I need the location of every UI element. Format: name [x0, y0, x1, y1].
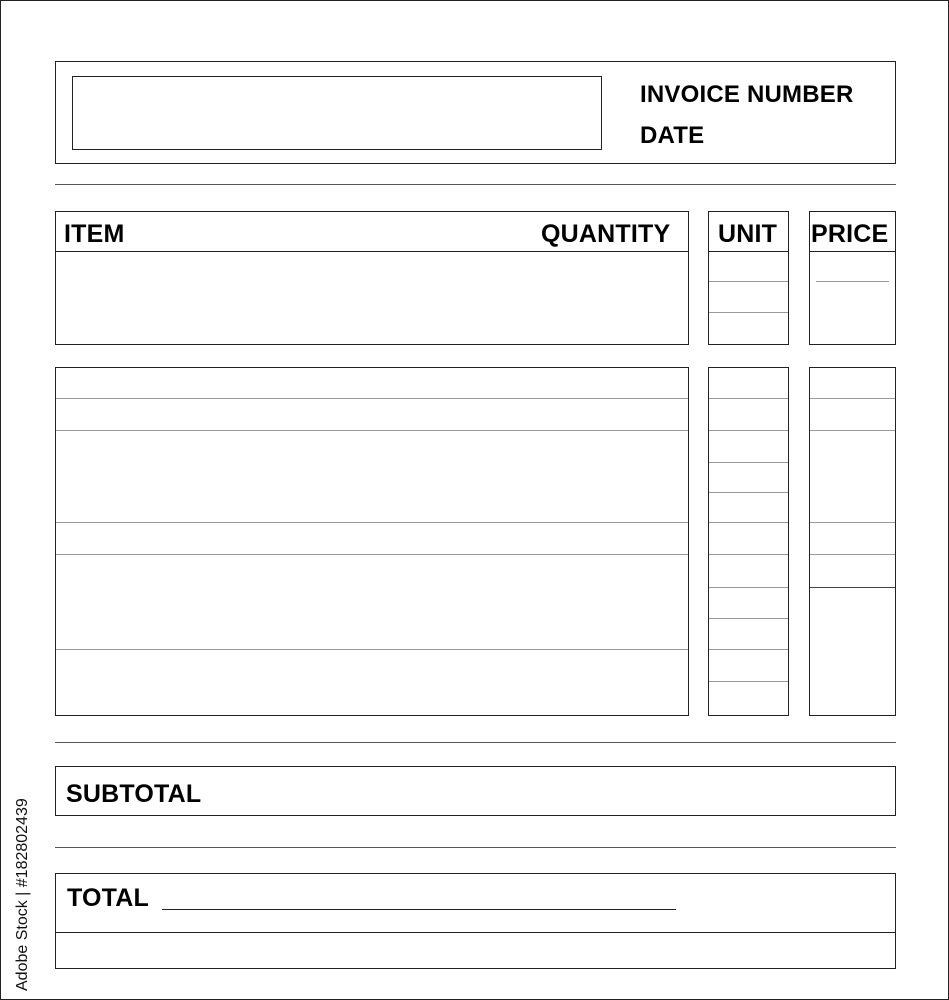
divider [55, 742, 896, 743]
item-row-line [56, 649, 688, 650]
price-header-divider [810, 251, 895, 252]
stock-watermark [11, 751, 33, 991]
subtotal-label: SUBTOTAL [66, 780, 202, 808]
item-row-line [56, 430, 688, 431]
unit-row-line [709, 587, 788, 588]
unit-header-divider [709, 251, 788, 252]
item-row-line [56, 522, 688, 523]
unit-row-line [709, 618, 788, 619]
unit-column-header: UNIT [718, 220, 778, 248]
total-underline [162, 909, 676, 910]
unit-row-line [709, 554, 788, 555]
unit-row-line [709, 522, 788, 523]
price-row-line [810, 587, 895, 588]
item-row-line [56, 554, 688, 555]
unit-row-line [709, 681, 788, 682]
unit-body-box[interactable] [708, 367, 789, 716]
unit-row-line [709, 430, 788, 431]
price-row-line [810, 398, 895, 399]
price-row-line [810, 554, 895, 555]
price-row-line [810, 430, 895, 431]
item-row-line [56, 398, 688, 399]
unit-line [709, 281, 788, 282]
unit-row-line [709, 462, 788, 463]
unit-row-line [709, 492, 788, 493]
unit-row-line [709, 649, 788, 650]
divider [55, 184, 896, 185]
item-column-header: ITEM [64, 220, 125, 248]
header-row-divider [56, 251, 688, 252]
date-label: DATE [640, 122, 705, 149]
price-body-box[interactable] [809, 367, 896, 716]
unit-row-line [709, 398, 788, 399]
divider [55, 847, 896, 848]
price-column-header: PRICE [811, 220, 889, 248]
total-label: TOTAL [67, 884, 150, 912]
price-line [816, 281, 889, 282]
price-row-line [810, 522, 895, 523]
item-body-box[interactable] [55, 367, 689, 716]
company-name-field[interactable] [72, 76, 602, 150]
total-box[interactable] [55, 873, 896, 969]
watermark-text: Adobe Stock | #182802439 [14, 798, 31, 991]
unit-line [709, 312, 788, 313]
invoice-number-label: INVOICE NUMBER [640, 81, 854, 108]
total-box-divider [56, 932, 895, 933]
quantity-column-header: QUANTITY [541, 220, 671, 248]
